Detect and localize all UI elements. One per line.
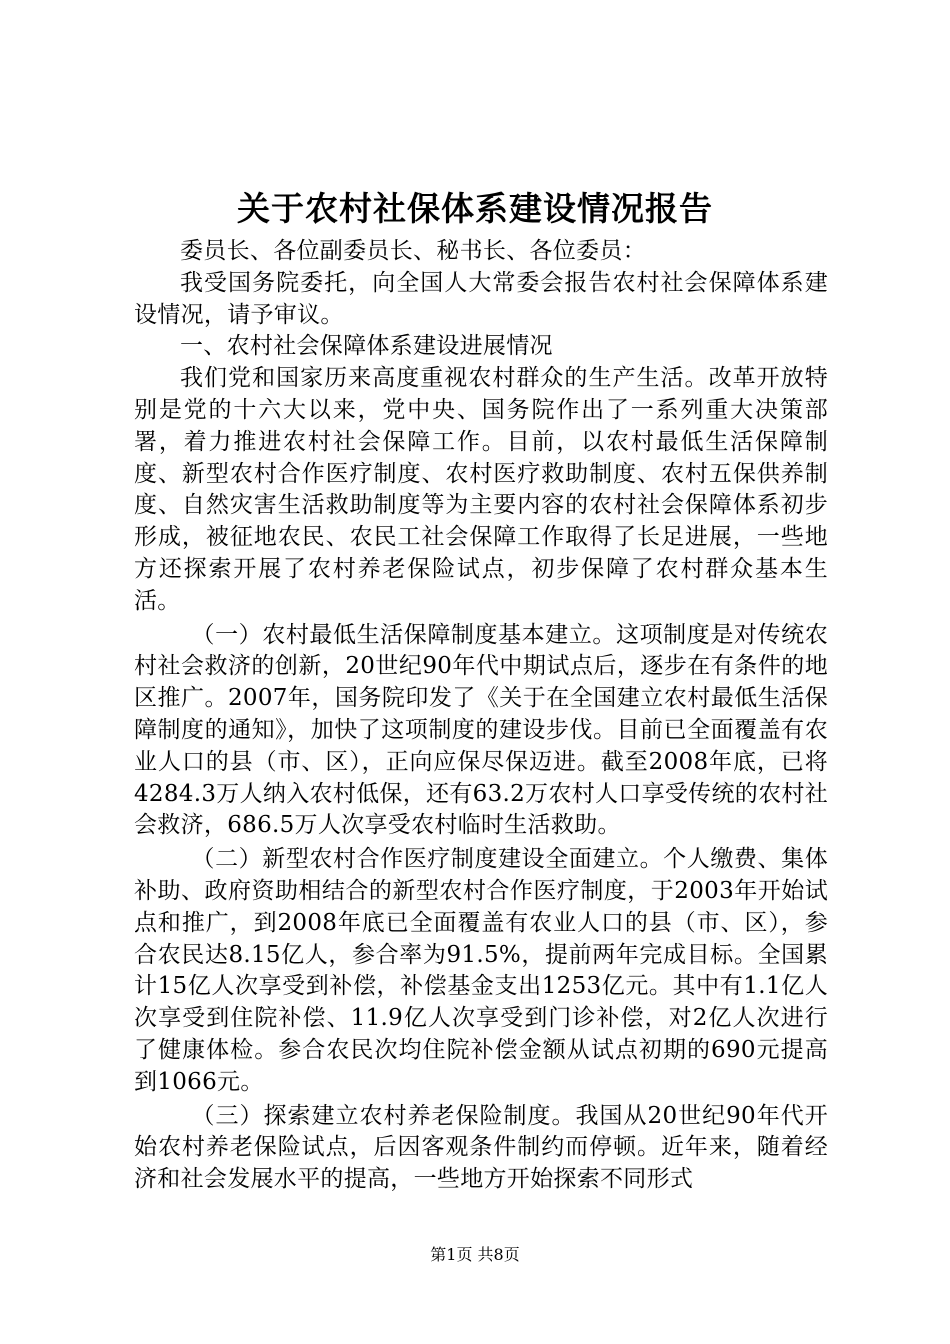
salutation-paragraph: 委员长、各位副委员长、秘书长、各位委员：	[180, 238, 646, 264]
subsection-2-paragraph: （二）新型农村合作医疗制度建设全面建立。个人缴费、集体补助、政府资助相结合的新型农村合作医疗制度，于2003年开始试点和推广，到2008年底已全面覆盖有农业人口的县（市、区），参合农民达8.15亿人，参合率为91.5%，提前两年完成目标。全国累计15亿人次享受到补偿，补偿基金支出1253亿元。其中有1.1亿人次享受到住院补偿、11.9亿人次享受到门诊补偿，对2亿人次进行了健康体检。参合农民次均住院补偿金额从试点初期的690元提高到1066元。	[134, 846, 828, 1095]
document-body	[134, 236, 828, 1196]
section-heading-1: 一、农村社会保障体系建设进展情况	[180, 333, 553, 360]
intro-paragraph: 我受国务院委托，向全国人大常委会报告农村社会保障体系建设情况，请予审议。	[134, 269, 828, 328]
document-title: 关于农村社保体系建设情况报告	[237, 189, 713, 228]
page-footer: 第1页 共8页	[430, 1245, 520, 1264]
subsection-1-paragraph: （一）农村最低生活保障制度基本建立。这项制度是对传统农村社会救济的创新，20世纪90年代中期试点后，逐步在有条件的地区推广。2007年，国务院印发了《关于在全国建立农村最低生活保障制度的通知》，加快了这项制度的建设步伐。目前已全面覆盖有农业人口的县（市、区），正向应保尽保迈进。截至2008年底，已将4284.3万人纳入农村低保，还有63.2万农村人口享受传统的农村社会救济，686.5万人次享受农村临时生活救助。	[134, 621, 828, 839]
subsection-3-paragraph: （三）探索建立农村养老保险制度。我国从20世纪90年代开始农村养老保险试点，后因客观条件制约而停顿。近年来，随着经济和社会发展水平的提高，一些地方开始探索不同形式	[134, 1102, 828, 1193]
overview-paragraph: 我们党和国家历来高度重视农村群众的生产生活。改革开放特别是党的十六大以来，党中央、国务院作出了一系列重大决策部署，着力推进农村社会保障工作。目前，以农村最低生活保障制度、新型农村合作医疗制度、农村医疗救助制度、农村五保供养制度、自然灾害生活救助制度等为主要内容的农村社会保障体系初步形成，被征地农民、农民工社会保障工作取得了长足进展，一些地方还探索开展了农村养老保险试点，初步保障了农村群众基本生活。	[134, 365, 828, 614]
